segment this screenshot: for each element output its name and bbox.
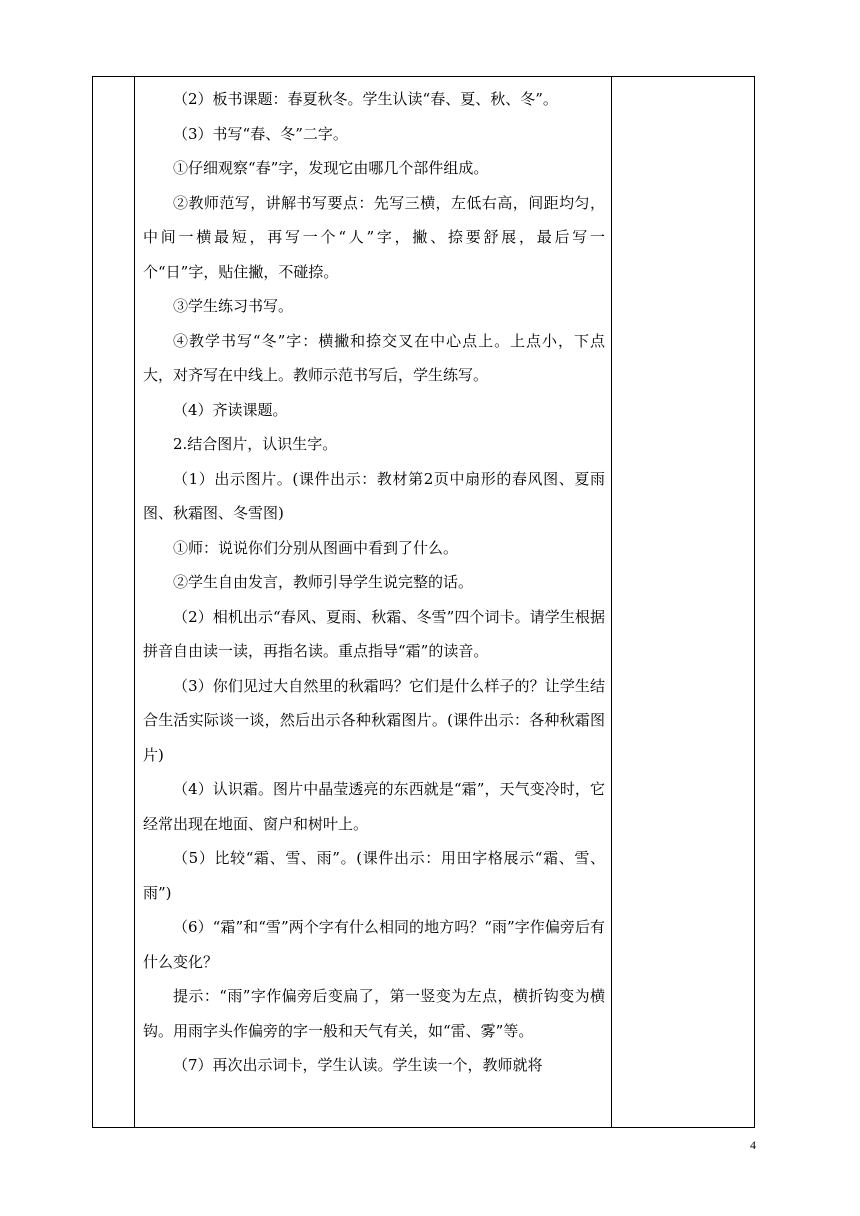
lesson-table xyxy=(92,76,755,1128)
paragraph: （2）相机出示“春风、夏雨、秋霜、冬雪”四个词卡。请学生根据拼音自由读一读，再指名读。重点指导“霜”的读音。 xyxy=(143,607,605,660)
paragraph: （4）认识霜。图片中晶莹透亮的东西就是“霜”，天气变冷时，它经常出现在地面、窗户和树叶上。 xyxy=(143,780,605,833)
page-number: 4 xyxy=(750,1138,756,1152)
paragraph: ①师：说说你们分别从图画中看到了什么。 xyxy=(173,538,459,557)
paragraph: ②教师范写，讲解书写要点：先写三横，左低右高，间距均匀，中间一横最短，再写一个“人”字，撇、捺要舒展，最后写一个“日”字，贴住撇，不碰捺。 xyxy=(143,193,605,281)
left-narrow-column xyxy=(93,77,135,1128)
paragraph: （3）书写“春、冬”二字。 xyxy=(173,124,348,143)
table-row xyxy=(93,77,755,1128)
paragraph: ④教学书写“冬”字：横撇和捺交叉在中心点上。上点小，下点大，对齐写在中线上。教师示范书写后，学生练写。 xyxy=(143,331,605,384)
paragraph: （5）比较“霜、雪、雨”。(课件出示：用田字格展示“霜、雪、雨”) xyxy=(143,849,605,902)
paragraph: （7）再次出示词卡，学生认读。学生读一个，教师就将 xyxy=(173,1056,543,1074)
paragraph: ①仔细观察“春”字，发现它由哪几个部件组成。 xyxy=(173,159,489,177)
paragraph: （6）“霜”和“雪”两个字有什么相同的地方吗？“雨”字作偏旁后有什么变化？ xyxy=(143,918,605,971)
paragraph: （3）你们见过大自然里的秋霜吗？它们是什么样子的？让学生结合生活实际谈一谈，然后出示各种秋霜图片。(课件出示：各种秋霜图片) xyxy=(143,676,605,764)
paragraph: ②学生自由发言，教师引导学生说完整的话。 xyxy=(173,573,474,591)
paragraph: ③学生练习书写。 xyxy=(173,297,294,315)
paragraph: 提示：“雨”字作偏旁后变扁了，第一竖变为左点，横折钩变为横钩。用雨字头作偏旁的字一般和天气有关，如“雷、雾”等。 xyxy=(143,987,605,1040)
paragraph: （1）出示图片。(课件出示：教材第2页中扇形的春风图、夏雨图、秋霜图、冬雪图) xyxy=(143,469,605,522)
paragraph: （2）板书课题：春夏秋冬。学生认读“春、夏、秋、冬”。 xyxy=(173,90,558,108)
lesson-text xyxy=(135,77,611,1083)
right-notes-column xyxy=(612,77,755,1128)
paragraph: （4）齐读课题。 xyxy=(173,400,288,419)
main-content-column xyxy=(135,77,612,1128)
paragraph: 2.结合图片，认识生字。 xyxy=(173,435,338,453)
